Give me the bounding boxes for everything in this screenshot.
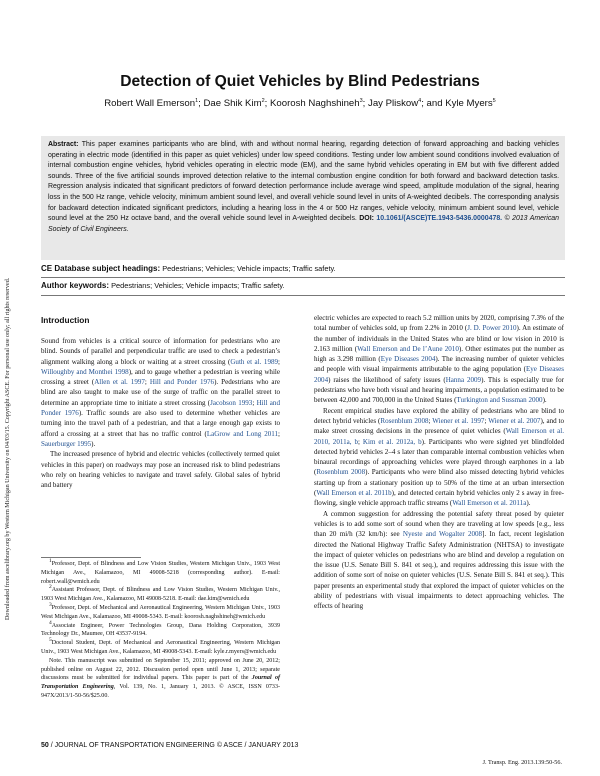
body-text: Sound from vehicles is a critical source of information for pedestrians who are blind. Sounds of parallel and perpendicular traffic are used to check a pedestrian’s alignment walking along a block or waiting at a street crossing ( [41, 337, 280, 366]
author-name: Dae Shik Kim [203, 98, 262, 109]
author-name: Jay Pliskow [368, 98, 419, 109]
journal-footer-text: / JOURNAL OF TRANSPORTATION ENGINEERING © ASCE / JANUARY 2013 [48, 742, 299, 749]
abstract-label: Abstract: [48, 141, 79, 148]
footnote-mark: 3 [49, 601, 52, 608]
citation-link[interactable]: LaGrow and Long 2011 [206, 429, 279, 438]
author-name: Robert Wall Emerson [104, 98, 196, 109]
author-name: Koorosh Naghshineh [270, 98, 360, 109]
footnote [41, 619, 280, 640]
body-text: ). Participants who were blind also missed detecting hybrid vehicles starting up from a stationary position up to 50% of the time at an urban intersection ( [314, 468, 564, 498]
citation-link[interactable]: Allen et al. 1997 [94, 378, 145, 387]
author-keywords [41, 281, 565, 290]
author-list [0, 98, 600, 109]
subject-headings-text: Pedestrians; Vehicles; Vehicle impacts; Traffic safety. [160, 264, 336, 273]
footnotes [41, 557, 280, 701]
body-text: ) raises the likelihood of safety issues ( [328, 375, 446, 384]
page-footer [41, 742, 298, 749]
author-keywords-text: Pedestrians; Vehicles; Vehicle impacts; Traffic safety. [109, 281, 285, 290]
footnote [41, 557, 280, 586]
intro-paragraph-1 [41, 336, 280, 449]
body-text: electric vehicles are expected to reach 5.2 million units by 2020, comprising 7.3% of the total number of vehicles sold, up from 2.2% in 2010 ( [314, 314, 564, 333]
body-text: ). Other estimates put the number as high as 3.298 million ( [314, 344, 564, 364]
body-text: ; [428, 416, 433, 425]
body-text: ), and to gauge whether a pedestrian is veering while crossing a street ( [41, 367, 280, 387]
abstract-body: This paper examines participants who are blind, with and without normal hearing, regarding detection of forward approaching and backing vehicles operating in electric mode (identified in this paper as quiet vehicles) under low speed conditions. Testing under low ambient sound conditions involved evaluation of internal combustion engine vehicles, hybrid vehicles operating in electric mode (EM), and the same hybrid vehicles operating in EM but with five different added sounds. Three of the five artificial sounds improved detection relative to the internal combustion engine condition for both forward and backward detection tasks. Regression analysis indicated that significant predictors of forward detection performance include average wind speed, amplitude modulation of the signal, hearing loss in the 500 Hz range, vehicle velocity, minimum ambient sound level, and overall vehicle sound level in units of A-weighted decibels. The corresponding analysis for backward detection indicated significant predictors, including a hearing loss in the 4 or 500 Hz ranges, vehicle velocity, minimum ambient sound level, vehicle sound level at the 250 Hz octave band, and the overall vehicle sound level in A-weighted decibels. [48, 141, 559, 223]
page-number: 50 [41, 742, 49, 749]
citation-link[interactable]: Eye Diseases 2004 [314, 365, 564, 384]
footnote [41, 639, 280, 657]
body-text: ). This is especially true for pedestrians who have both visual and hearing impairments, a population estimated to be between 42,000 and 700,000 in the United States ( [314, 375, 564, 405]
footnote-text: Doctoral Student, Dept. of Mechanical and Aeronautical Engineering, Western Michigan Univ., 1903 West Michigan Ave., Kalamazoo, MI 49008-5343. E-mail: kyle.r.myers@wmich.edu [41, 640, 280, 655]
citation-link[interactable]: Sauerburger 1995 [41, 439, 92, 448]
citation-link[interactable]: Wall Emerson et al. 2011a [452, 499, 527, 508]
abstract-box [41, 136, 565, 260]
note-text: Note. This manuscript was submitted on September 15, 2011; approved on June 20, 2012; published online on August 22, 2012. Discussion period open until June 1, 2013; separate discussions must be submitted for individual papers. This paper is part of the [41, 657, 280, 682]
body-text: ). Participants who were sighted yet blindfolded detected hybrid vehicles 2–4 s later than comparable internal combustion vehicles when binaural recordings of approaching vehicles were played through earphones in a lab ( [314, 437, 565, 477]
intro-paragraph-2: The increased presence of hybrid and electric vehicles (collectively termed quiet vehicles in this paper) on roadways may pose an increased risk to blind pedestrians who rely on hearing vehicles to navigate and travel safely. Global sales of hybrid and battery [41, 450, 280, 490]
body-text: ; [484, 416, 489, 425]
citation-link[interactable]: Hanna 2009 [445, 375, 482, 384]
footnote-text: Assistant Professor, Dept. of Blindness and Low Vision Studies, Western Michigan Univ., 1903 West Michigan Ave., Kalamazoo, MI 49008-5218. E-mail: dae.kim@wmich.edu [41, 587, 280, 603]
citation-link[interactable]: J. D. Power 2010 [467, 324, 517, 333]
author-keywords-label: Author keywords: [41, 281, 110, 290]
divider-bottom [41, 295, 565, 296]
body-text: ). Traffic sounds are also used to determine whether vehicles are turning into the travel path of a pedestrian, and that a large enough gap exists to afford a crossing at a street that has no traffic control ( [41, 409, 280, 438]
citation-link[interactable]: Wiener et al. 1997 [432, 416, 485, 425]
author-affiliation-mark: 2 [261, 97, 265, 104]
body-text: ; [252, 398, 257, 407]
body-text: ; [278, 429, 280, 438]
section-heading-introduction: Introduction [41, 315, 90, 325]
body-text: ), and to make street crossing decisions in the presence of quiet vehicles ( [314, 416, 565, 436]
footnote-text: Professor, Dept. of Blindness and Low Vision Studies, Western Michigan Univ., 1903 West Michigan Ave., Kalamazoo, MI 49008-5218 (corresponding author). E-mail: robert.wall@wmich.edu [41, 561, 280, 585]
body-text: ). [91, 439, 96, 448]
right-column [314, 313, 564, 612]
citation-link[interactable]: Turkington and Sussman 2000 [456, 396, 543, 405]
citation-link[interactable]: Willoughby and Monthei 1998 [41, 367, 129, 376]
footnote-mark: 5 [49, 637, 52, 644]
body-text: ]. In fact, recent legislation directed the National Highway Traffic Safety Administration (NHTSA) to investigate the impact of quieter vehicles on pedestrians who are blind and develop a regulation on the issue (U.S. Senate Bill S. 841 et seq.), and requires addressing this issue with the addition of some sort of noise on quieter vehicles (U.S. Senate Bill S. 841 et seq.). This paper presents an experimental study that explored the impact of quieter vehicles on the ability of pedestrians with visual impairments to detect approaching vehicles. The effects of hearing [314, 530, 564, 611]
author-name: Kyle Myers [445, 98, 493, 109]
right-paragraph-2 [314, 406, 564, 509]
manuscript-note [41, 657, 280, 701]
citation-link[interactable]: Wall Emerson and De l’Aune 2010 [357, 344, 459, 353]
citation-link[interactable]: Rosenblum 2008 [380, 416, 429, 425]
body-text: ). [542, 396, 547, 405]
footnote-rule [41, 557, 141, 558]
citation-link[interactable]: Wiener et al. 2007 [488, 416, 541, 425]
citation-link[interactable]: Rosenblum 2008 [316, 468, 366, 477]
subject-headings-label: CE Database subject headings: [41, 264, 161, 273]
citation-link[interactable]: Wall Emerson et al. 2010, 2011a, b [314, 427, 564, 446]
citation-link[interactable]: Kim et al. 2012a, b [362, 437, 422, 446]
divider-top [41, 277, 565, 278]
citation-link[interactable]: Eye Diseases 2004 [380, 355, 436, 364]
citation-link[interactable]: Jacobson 1993 [210, 398, 253, 407]
author-separator: ; [362, 98, 369, 109]
footnote [41, 586, 280, 604]
footnote-mark: 2 [49, 584, 52, 591]
author-affiliation-mark: 1 [195, 97, 199, 104]
body-text: ; [144, 378, 150, 387]
right-paragraph-3 [314, 509, 564, 612]
doi-label: DOI: [359, 215, 374, 223]
download-notice: Downloaded from ascelibrary.org by Western Michigan University on 04/03/15. Copyright ASCE. For personal use only; all rights reserved. [5, 277, 11, 620]
body-text: ), and detected certain hybrid vehicles only 2 s away in free-flowing, single vehicle approach traffic streams ( [314, 489, 565, 508]
author-separator: ; [198, 98, 204, 109]
journal-name: Journal of Transportation Engineering [41, 675, 280, 691]
body-text: ; [278, 357, 280, 366]
doi-link[interactable]: 10.1061/(ASCE)TE.1943-5436.0000478. [373, 215, 503, 223]
paper-title: Detection of Quiet Vehicles by Blind Pedestrians [120, 73, 480, 90]
subject-headings [41, 264, 565, 273]
citation-link[interactable]: Guth et al. 1989 [230, 357, 279, 366]
author-separator: ; [264, 98, 270, 109]
citation-link[interactable]: Wall Emerson et al. 2011b [316, 489, 392, 498]
citation-line: J. Transp. Eng. 2013.139:50-56. [482, 759, 562, 766]
copyright-line: © 2013 American Society of Civil Engineers. [48, 215, 560, 233]
footnote [41, 601, 280, 622]
author-affiliation-mark: 3 [359, 97, 363, 104]
author-separator: ; and [421, 98, 446, 109]
footnote-mark: 4 [49, 619, 52, 626]
body-text: ). [526, 499, 531, 508]
right-paragraph-1 [314, 313, 564, 406]
abstract-text [48, 140, 559, 235]
body-text: ). Pedestrians who are blind are also taught to make use of the surge of traffic on the parallel street to determine an appropriate time to initiate a street crossing ( [41, 378, 280, 407]
author-affiliation-mark: 4 [418, 97, 422, 104]
footnote-mark: 1 [49, 557, 52, 564]
citation-link[interactable]: Hill and Ponder 1976 [41, 398, 280, 418]
left-column [41, 336, 280, 490]
body-text: Recent empirical studies have explored the ability of pedestrians who are blind to detect hybrid vehicles ( [314, 406, 564, 425]
note-text: , Vol. 139, No. 1, January 1, 2013. © ASCE, ISSN 0733-947X/2013/1-50-56/$25.00. [41, 684, 280, 699]
footnote-text: Associate Engineer, Power Technologies Group, Dana Holding Corporation, 3939 Technology Dr., Maumee, OH 43537-9194. [41, 622, 280, 638]
citation-link[interactable]: Hill and Ponder 1976 [149, 378, 215, 387]
body-text: ; [358, 437, 363, 446]
body-text: A common suggestion for addressing the potential safety threat posed by quieter vehicles is to add some sort of sound when they are traveling at low speeds [e.g., less than 20 mi/h (32 km/h): see [314, 509, 564, 539]
body-text: ). An estimate of the number of individuals in the United States who are blind or low vision in 2010 is 2.163 million ( [314, 324, 564, 353]
author-affiliation-mark: 5 [492, 97, 496, 104]
body-text: ). The increasing number of quieter vehicles and people with visual impairments attributable to the aging population ( [314, 355, 565, 374]
footnote-text: Professor, Dept. of Mechanical and Aeronautical Engineering, Western Michigan Univ., 1903 West Michigan Ave., Kalamazoo, MI 49008-5343. E-mail: koorosh.naghshineh@wmich.edu [41, 604, 280, 620]
citation-link[interactable]: Nyeste and Wogalter 2008 [402, 530, 483, 539]
